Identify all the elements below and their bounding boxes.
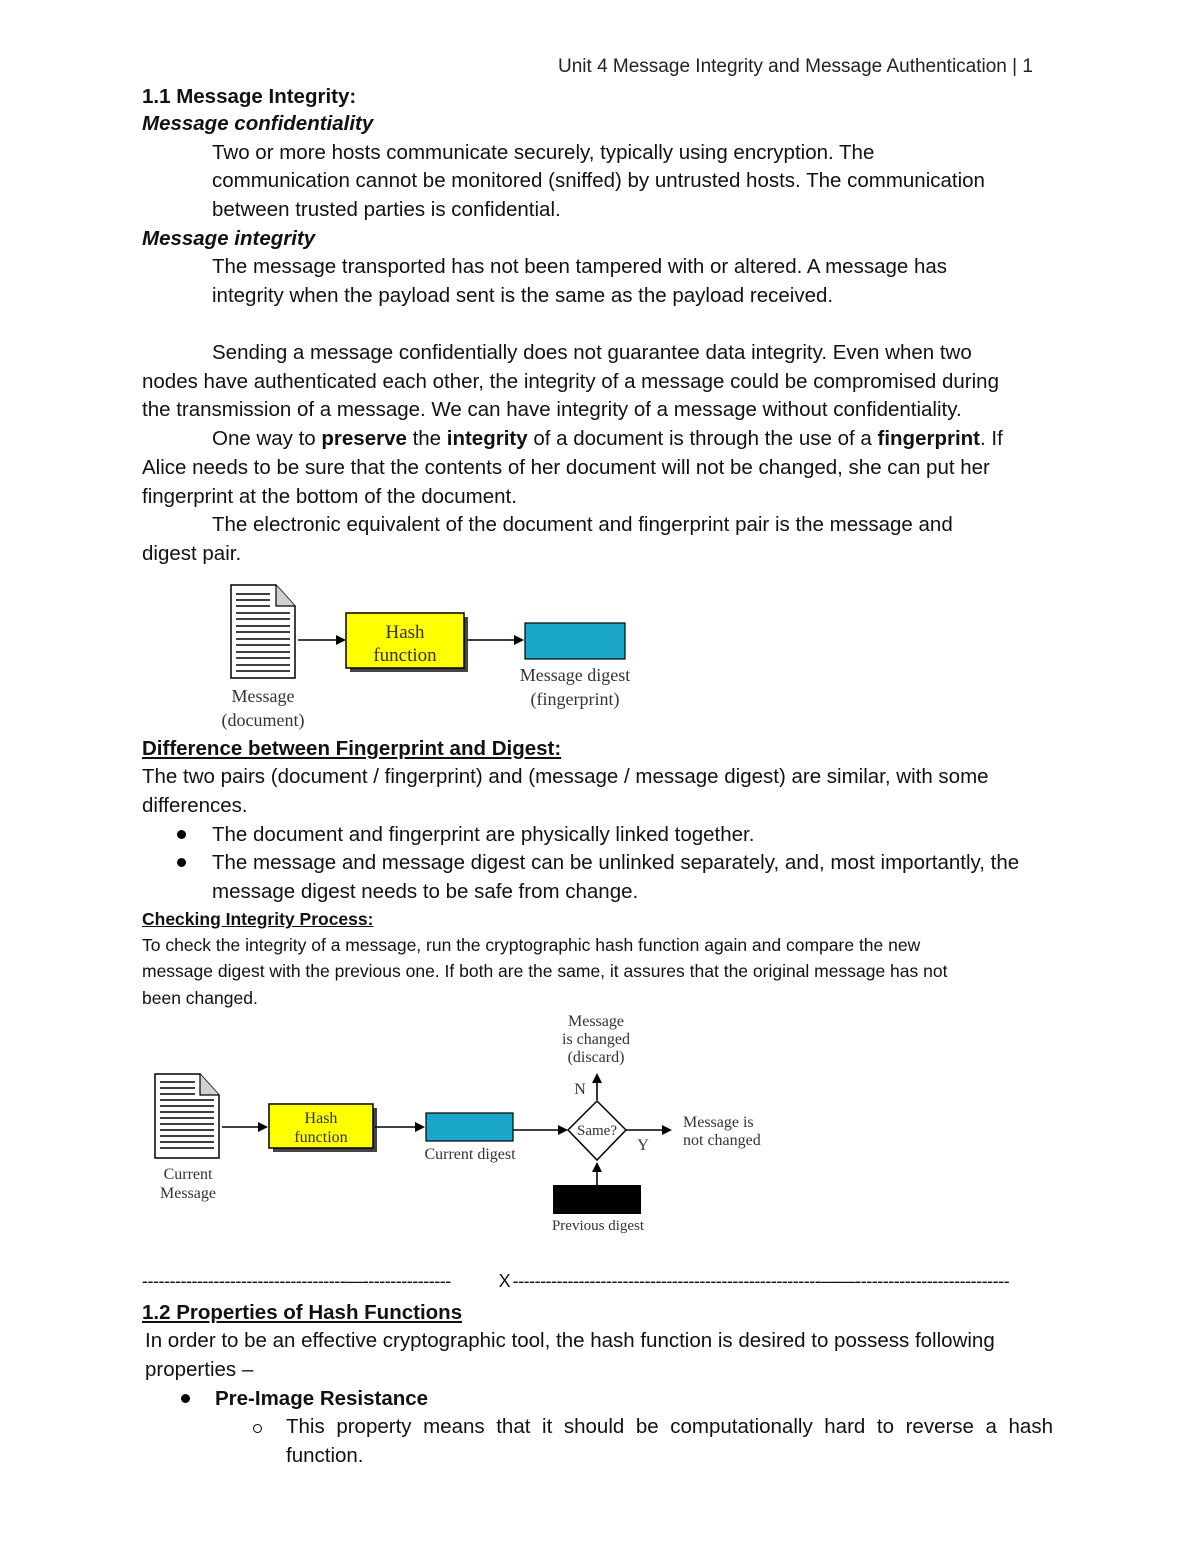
text-line: between trusted parties is confidential. xyxy=(212,198,561,221)
message-label-line2: (document) xyxy=(221,710,305,730)
checking-heading: Checking Integrity Process: xyxy=(142,909,374,929)
section-heading: 1.2 Properties of Hash Functions xyxy=(142,1301,463,1324)
bullet-icon xyxy=(177,858,186,867)
n-label: N xyxy=(574,1081,586,1098)
bold-term: preserve xyxy=(321,427,407,450)
digest-label-line1: Message digest xyxy=(519,665,631,685)
arrow-icon xyxy=(298,635,346,645)
integrity-check-diagram xyxy=(140,1008,790,1240)
current-digest-label: Current digest xyxy=(424,1146,516,1163)
text-segment: the xyxy=(406,427,447,450)
text-segment: . If xyxy=(980,427,1003,450)
arrow-icon xyxy=(222,1122,268,1132)
arrow-up-icon xyxy=(592,1162,602,1185)
previous-digest-box xyxy=(553,1185,641,1214)
paragraph-line: the transmission of a message. We can have integrity of a message without confidentiality. xyxy=(142,398,962,421)
hash-label-line2: function xyxy=(373,645,437,666)
current-message-label-line1: Current xyxy=(163,1166,213,1183)
text-line: To check the integrity of a message, run the cryptographic hash function again and compare the new xyxy=(142,935,921,955)
section-separator xyxy=(142,1269,1012,1293)
arrow-icon xyxy=(375,1122,425,1132)
text-line: integrity when the payload sent is the same as the payload received. xyxy=(212,284,834,307)
arrow-icon xyxy=(626,1125,672,1135)
hash-label-line2: function xyxy=(294,1129,348,1146)
hash-label-line1: Hash xyxy=(385,622,425,643)
bullet-icon xyxy=(177,830,186,839)
text-line: The message transported has not been tampered with or altered. A message has xyxy=(212,255,948,278)
difference-heading: Difference between Fingerprint and Digest: xyxy=(142,737,562,760)
hash-function-diagram xyxy=(220,578,650,733)
separator-left: -------------------------------------—---------------- xyxy=(142,1271,451,1291)
paragraph-line: Alice needs to be sure that the contents of her document will not be changed, she can put her xyxy=(142,456,990,479)
text-line: been changed. xyxy=(142,988,258,1008)
text-line: properties – xyxy=(145,1358,254,1381)
paragraph-line: digest pair. xyxy=(142,542,242,565)
current-message-label-line2: Message xyxy=(160,1185,216,1202)
property-name: Pre-Image Resistance xyxy=(215,1387,429,1410)
text-line: This property means that it should be computationally hard to reverse a hash xyxy=(286,1415,1053,1438)
text-segment: One way to xyxy=(212,427,322,450)
text-line: message digest with the previous one. If both are the same, it assures that the original message has not xyxy=(142,961,948,981)
bullet-text: The document and fingerprint are physically linked together. xyxy=(212,823,755,846)
section-heading: 1.1 Message Integrity: xyxy=(142,85,357,108)
paragraph-line: Sending a message confidentially does not guarantee data integrity. Even when two xyxy=(212,341,972,364)
separator-right: --------------------------------------------------------——---------------------------- xyxy=(512,1271,1010,1291)
circle-bullet-icon xyxy=(253,1424,262,1433)
separator-mark: X xyxy=(498,1271,511,1291)
current-digest-box xyxy=(426,1113,513,1141)
document-icon xyxy=(231,585,295,678)
text-line: differences. xyxy=(142,794,248,817)
not-changed-label-line2: not changed xyxy=(683,1132,761,1149)
document-icon xyxy=(155,1074,219,1158)
text-line: The two pairs (document / fingerprint) and (message / message digest) are similar, with some xyxy=(142,765,989,788)
paragraph-line xyxy=(212,424,1003,453)
previous-digest-label: Previous digest xyxy=(551,1218,645,1234)
text-line: communication cannot be monitored (sniffed) by untrusted hosts. The communication xyxy=(212,169,985,192)
arrow-icon xyxy=(513,1125,568,1135)
paragraph-line: fingerprint at the bottom of the document. xyxy=(142,485,517,508)
changed-label-line3: (discard) xyxy=(567,1049,625,1066)
y-label: Y xyxy=(637,1137,649,1154)
subheading-confidentiality: Message confidentiality xyxy=(142,112,374,135)
text-line: function. xyxy=(286,1444,364,1467)
bullet-text: The message and message digest can be unlinked separately, and, most importantly, the xyxy=(212,851,1020,874)
not-changed-label-line1: Message is xyxy=(683,1114,754,1131)
text-line: In order to be an effective cryptographic tool, the hash function is desired to possess following xyxy=(145,1329,995,1352)
arrow-up-icon xyxy=(592,1073,602,1100)
message-label-line1: Message xyxy=(231,686,295,706)
subheading-integrity: Message integrity xyxy=(142,227,316,250)
bold-term: fingerprint xyxy=(877,427,981,450)
page-header: Unit 4 Message Integrity and Message Authentication | 1 xyxy=(558,56,1033,77)
bullet-text: message digest needs to be safe from change. xyxy=(212,880,639,903)
paragraph-line: nodes have authenticated each other, the integrity of a message could be compromised during xyxy=(142,370,999,393)
bold-term: integrity xyxy=(446,427,528,450)
paragraph-line: The electronic equivalent of the document and fingerprint pair is the message and xyxy=(212,513,953,536)
text-segment: of a document is through the use of a xyxy=(527,427,878,450)
same-label: Same? xyxy=(577,1123,617,1139)
arrow-icon xyxy=(468,635,524,645)
changed-label-line2: is changed xyxy=(562,1031,630,1048)
changed-label-line1: Message xyxy=(568,1013,624,1030)
message-digest-box xyxy=(525,623,625,659)
hash-label-line1: Hash xyxy=(304,1110,338,1127)
digest-label-line2: (fingerprint) xyxy=(530,689,620,709)
bullet-icon xyxy=(181,1394,190,1403)
text-line: Two or more hosts communicate securely, typically using encryption. The xyxy=(212,141,875,164)
